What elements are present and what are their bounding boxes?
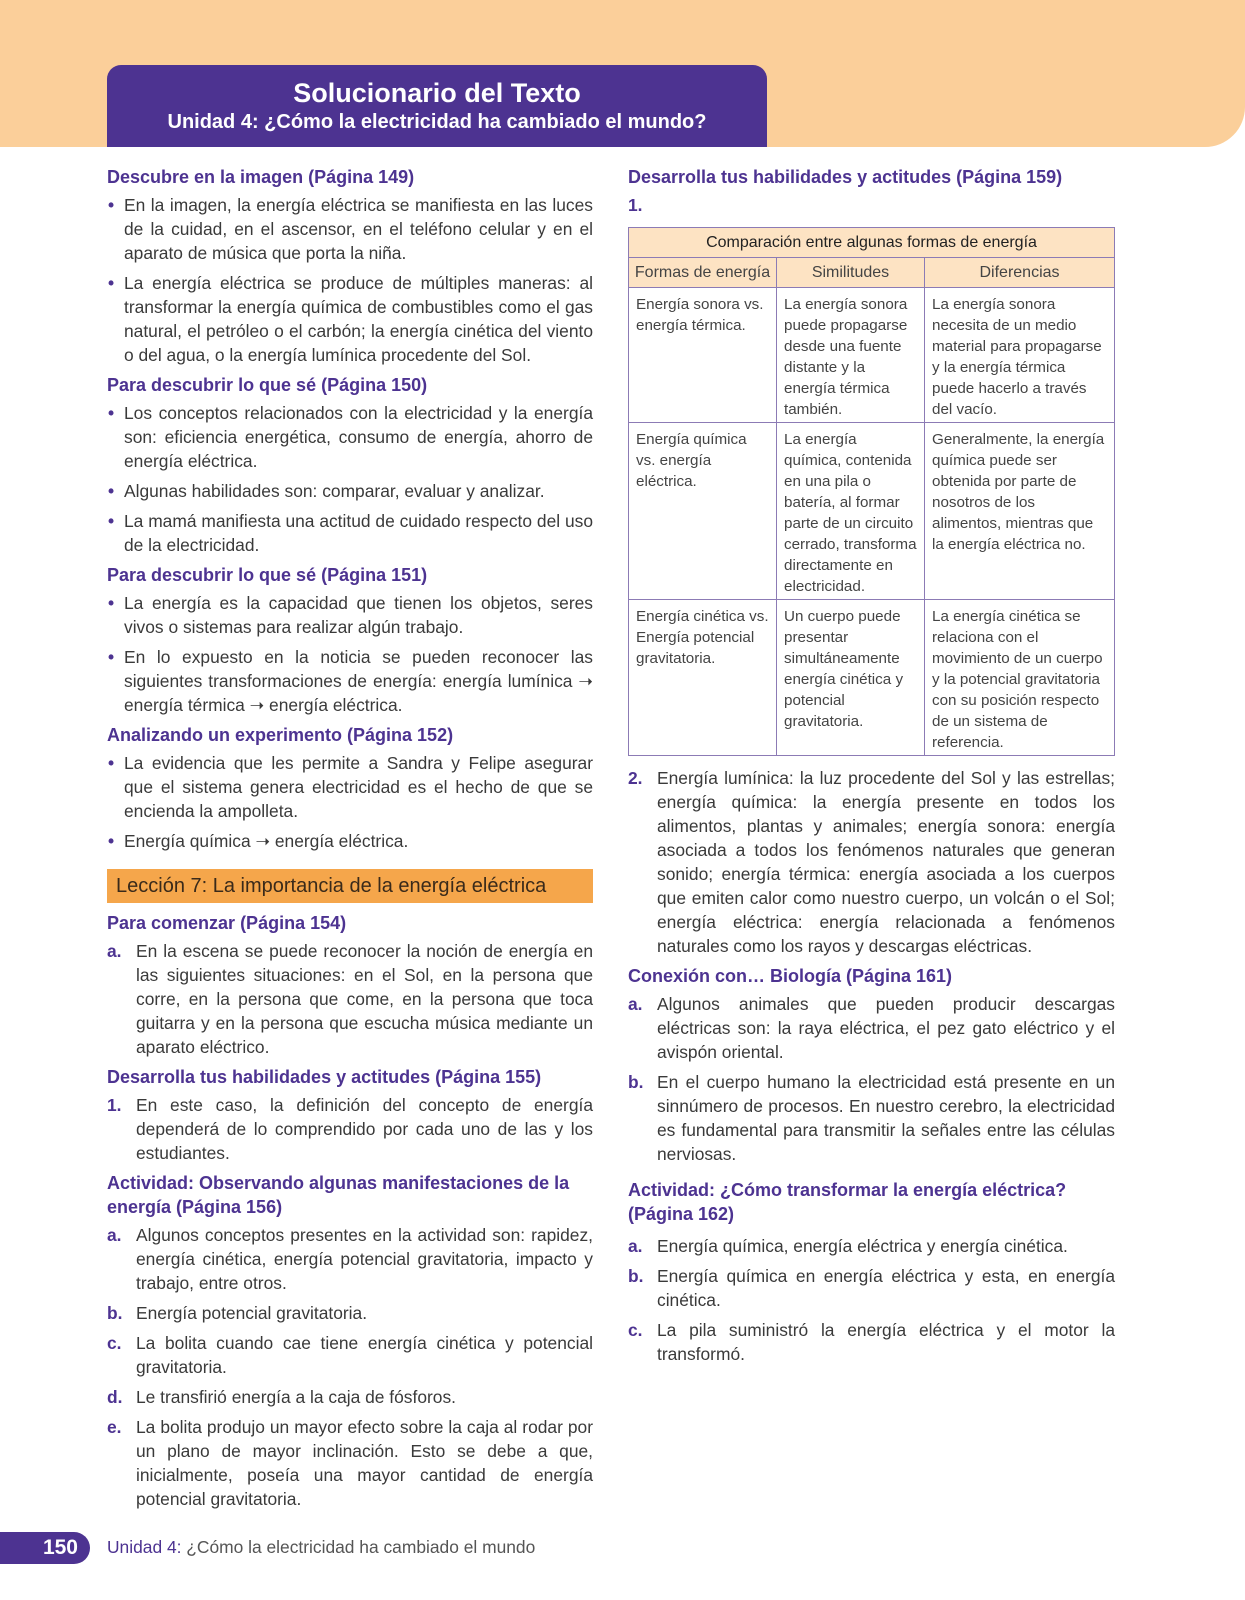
item-text: Le transfirió energía a la caja de fósforos.: [136, 1387, 456, 1407]
table-header-row: [629, 258, 1115, 288]
list-item: • La evidencia que les permite a Sandra y Felipe asegurar que el sistema genera electricidad es el hecho de que se encienda la ampolleta.: [107, 751, 593, 823]
list-item: [107, 1223, 593, 1295]
section-heading: Descubre en la imagen (Página 149): [107, 167, 415, 187]
list-item: • En lo expuesto en la noticia se pueden reconocer las siguientes transformaciones de energía: energía lumínica ➝ energía térmica ➝ energía eléctrica.: [107, 645, 593, 717]
item-text: La bolita produjo un mayor efecto sobre la caja al rodar por un plano de mayor inclinación. Esto se debe a que, inicialmente, poseía una mayor cantidad de energía potencial gravitatoria.: [136, 1417, 593, 1509]
section-heading: Desarrolla tus habilidades y actitudes (Página 155): [107, 1067, 542, 1087]
item-marker: a.: [628, 1236, 643, 1256]
list-item: • La energía eléctrica se produce de múltiples maneras: al transformar la energía química de combustibles como el gas natural, el petróleo o el carbón; la energía cinética del viento o del agua, o la energía lumínica procedente del Sol.: [107, 271, 593, 367]
item-text: En el cuerpo humano la electricidad está presente en un sinnúmero de procesos. En nuestro cerebro, la electricidad es fundamental para transmitir la señales entre las células nerviosas.: [657, 1072, 1115, 1164]
item-marker: b.: [628, 1266, 644, 1286]
item-marker: b.: [107, 1303, 123, 1323]
list-item: [628, 1318, 1115, 1366]
column-header: Formas de energía: [629, 258, 777, 288]
section-heading: Actividad: Observando algunas manifestaciones de la energía (Página 156): [107, 1173, 570, 1217]
section-heading: Para descubrir lo que sé (Página 150): [107, 375, 428, 395]
item-text: En este caso, la definición del concepto de energía dependerá de lo comprendido por cada uno de las y los estudiantes.: [136, 1095, 593, 1163]
item-marker: c.: [107, 1333, 122, 1353]
item-marker: a.: [107, 1225, 122, 1245]
table-cell: Generalmente, la energía química puede ser obtenida por parte de nosotros de los alimentos, mientras que la energía eléctrica no.: [925, 423, 1115, 600]
item-marker: e.: [107, 1417, 122, 1437]
item-text: Energía química, energía eléctrica y energía cinética.: [657, 1236, 1068, 1256]
table-row: [629, 288, 1115, 423]
page-title: Solucionario del Texto: [293, 78, 581, 108]
item-marker: 1.: [107, 1095, 122, 1115]
item-text: Algunos conceptos presentes en la actividad son: rapidez, energía cinética, energía potencial gravitatoria, impacto y trabajo, entre otros.: [136, 1225, 593, 1293]
list-item: [107, 1331, 593, 1379]
left-column: [107, 165, 593, 1517]
section-heading: Desarrolla tus habilidades y actitudes (Página 159): [628, 167, 1063, 187]
list-item: [628, 1264, 1115, 1312]
list-item: [107, 939, 593, 1059]
list-item: [107, 1301, 593, 1325]
table-cell: Energía sonora vs. energía térmica.: [629, 288, 777, 423]
table-cell: La energía sonora necesita de un medio material para propagarse y la energía térmica puede hacerlo a través del vacío.: [925, 288, 1115, 423]
list-item: [107, 1385, 593, 1409]
item-marker: 1.: [628, 195, 643, 215]
item-text: La bolita cuando cae tiene energía cinética y potencial gravitatoria.: [136, 1333, 593, 1377]
list-item: • En la imagen, la energía eléctrica se manifiesta en las luces de la cuidad, en el ascensor, en el teléfono celular y en el aparato de música que porta la niña.: [107, 193, 593, 265]
table-cell: La energía cinética se relaciona con el movimiento de un cuerpo y la potencial gravitatoria con su posición respecto de un sistema de referencia.: [925, 600, 1115, 756]
section-heading: Para descubrir lo que sé (Página 151): [107, 565, 428, 585]
item-marker: d.: [107, 1387, 123, 1407]
column-header: Diferencias: [925, 258, 1115, 288]
footer-unit: [107, 1537, 535, 1558]
column-header: Similitudes: [777, 258, 925, 288]
bullet-list: [107, 193, 593, 367]
page-number-text: 150: [42, 1536, 78, 1559]
item-text: En la escena se puede reconocer la noción de energía en las siguientes situaciones: en el Sol, en la persona que corre, en la persona que come, en la persona que toca guitarra y en la persona que escucha música mediante un aparato eléctrico.: [136, 941, 593, 1057]
page-subtitle: Unidad 4: ¿Cómo la electricidad ha cambiado el mundo?: [167, 111, 707, 133]
table-caption: Comparación entre algunas formas de energía: [629, 228, 1115, 258]
item-text: Algunos animales que pueden producir descargas eléctricas son: la raya eléctrica, el pez gato eléctrico y el avispón oriental.: [657, 994, 1115, 1062]
item-text: Energía lumínica: la luz procedente del Sol y las estrellas; energía química: la energía presente en todos los alimentos, plantas y animales; energía sonora: energía asociada a todos los fenómenos naturales que generan sonido; energía térmica: energía asociada a los cuerpos que emiten calor como nuestro cuerpo, un volcán o el Sol; energía eléctrica: energía relacionada a fenómenos naturales como los rayos y descargas eléctricas.: [657, 768, 1115, 956]
list-item: [628, 1070, 1115, 1166]
list-item: [628, 1234, 1115, 1258]
list-item: • La energía es la capacidad que tienen los objetos, seres vivos o sistemas para realizar algún trabajo.: [107, 591, 593, 639]
list-item: [628, 766, 1115, 958]
right-column: [628, 165, 1115, 1372]
title-box: [107, 65, 767, 147]
table-row: [629, 423, 1115, 600]
item-marker: c.: [628, 1320, 643, 1340]
list-item: • Energía química ➝ energía eléctrica.: [107, 829, 593, 853]
list-item: [107, 1093, 593, 1165]
item-marker: b.: [628, 1072, 644, 1092]
list-item: • La mamá manifiesta una actitud de cuidado respecto del uso de la electricidad.: [107, 509, 593, 557]
item-text: Energía química en energía eléctrica y esta, en energía cinética.: [657, 1266, 1115, 1310]
table-cell: Energía química vs. energía eléctrica.: [629, 423, 777, 600]
list-item: [107, 1415, 593, 1511]
item-marker: a.: [628, 994, 643, 1014]
table-cell: Un cuerpo puede presentar simultáneamente energía cinética y potencial gravitatoria.: [777, 600, 925, 756]
section-heading: Conexión con… Biología (Página 161): [628, 966, 953, 986]
item-marker: a.: [107, 941, 122, 961]
bullet-list: [107, 751, 593, 853]
table-cell: La energía sonora puede propagarse desde una fuente distante y la energía térmica también.: [777, 288, 925, 423]
section-heading: Analizando un experimento (Página 152): [107, 725, 454, 745]
section-heading: Actividad: ¿Cómo transformar la energía eléctrica? (Página 162): [628, 1180, 1067, 1224]
lesson-banner: Lección 7: La importancia de la energía eléctrica: [107, 869, 593, 903]
footer-unit-title: ¿Cómo la electricidad ha cambiado el mundo: [186, 1537, 536, 1557]
table-cell: Energía cinética vs. Energía potencial gravitatoria.: [629, 600, 777, 756]
section-heading: Para comenzar (Página 154): [107, 913, 347, 933]
list-item: • Los conceptos relacionados con la electricidad y la energía son: eficiencia energética, consumo de energía, ahorro de energía eléctrica.: [107, 401, 593, 473]
footer-unit-label: Unidad 4:: [107, 1537, 182, 1557]
list-item: [628, 992, 1115, 1064]
table-cell: La energía química, contenida en una pila o batería, al formar parte de un circuito cerrado, transforma directamente en electricidad.: [777, 423, 925, 600]
comparison-table: [628, 227, 1115, 756]
item-marker: 2.: [628, 768, 643, 788]
item-text: La pila suministró la energía eléctrica y el motor la transformó.: [657, 1320, 1115, 1364]
table-row: [629, 600, 1115, 756]
bullet-list: [107, 401, 593, 557]
item-text: Energía potencial gravitatoria.: [136, 1303, 368, 1323]
page-number: [0, 1532, 90, 1564]
bullet-list: [107, 591, 593, 717]
list-item: • Algunas habilidades son: comparar, evaluar y analizar.: [107, 479, 593, 503]
